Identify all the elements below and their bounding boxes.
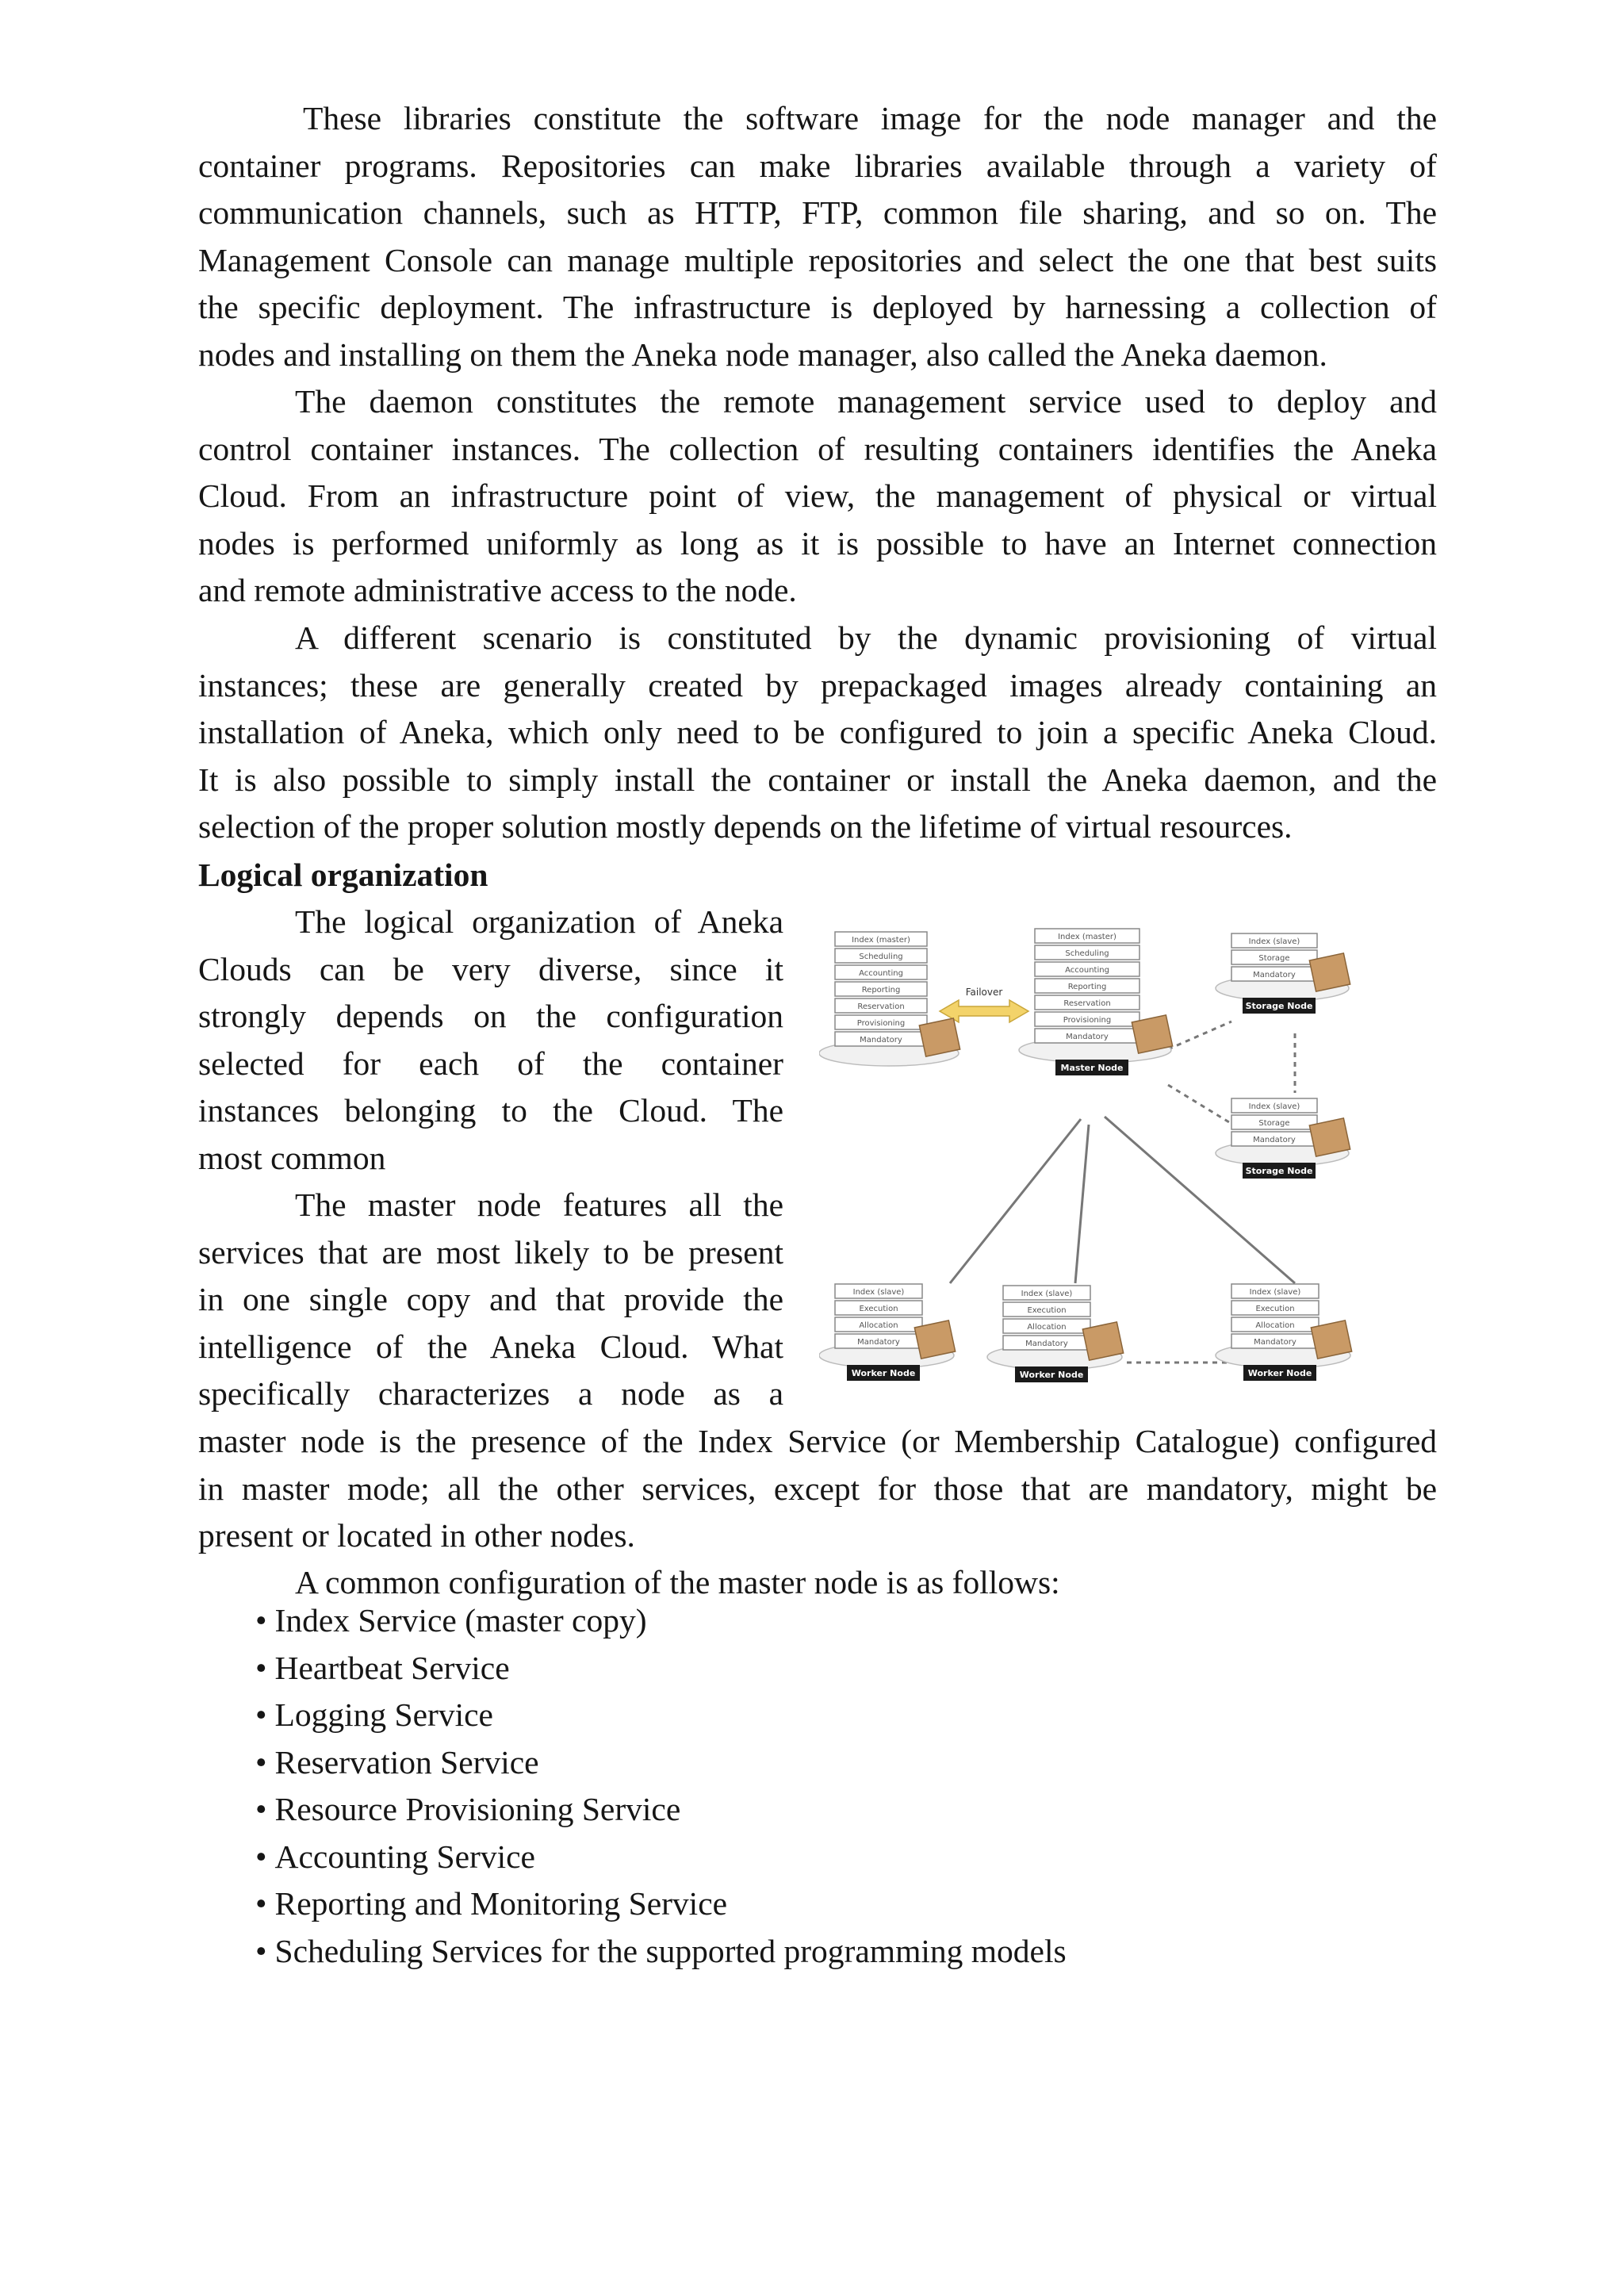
storage-node-2 — [1216, 1098, 1350, 1179]
aneka-topology-figure — [819, 922, 1415, 1398]
text-line: nodes and installing on them the Aneka node manager, also called the Aneka daemon. — [198, 335, 1327, 373]
node-label: Worker Node — [1247, 1368, 1312, 1378]
service-label: Reservation — [857, 1002, 905, 1011]
service-label: Storage — [1258, 954, 1290, 963]
master-node — [1019, 929, 1173, 1075]
wrapped-text-column — [198, 899, 783, 1418]
text-line: and remote administrative access to the node. — [198, 572, 797, 608]
text-line: The master node features all the — [295, 1186, 783, 1223]
service-label: Accounting — [1065, 966, 1109, 975]
service-list — [255, 1597, 1067, 1975]
service-label: Mandatory — [1254, 1338, 1297, 1347]
text-line: These libraries constitute the software image for the node manager and the — [303, 100, 1437, 136]
node-label: Storage Node — [1245, 1166, 1313, 1176]
service-label: Execution — [1255, 1305, 1295, 1313]
section-heading: Logical organization — [198, 857, 488, 893]
service-label: Index (slave) — [1249, 1288, 1301, 1297]
service-label: Index (slave) — [852, 1288, 905, 1297]
service-label: Index (slave) — [1021, 1290, 1073, 1298]
paragraph-1 — [198, 95, 1437, 378]
service-label: Mandatory — [860, 1036, 902, 1045]
text-line: intelligence of the Aneka Cloud. What — [198, 1328, 783, 1365]
service-label: Mandatory — [1253, 971, 1296, 979]
node-label: Worker Node — [1019, 1370, 1084, 1380]
node-label: Master Node — [1060, 1063, 1124, 1073]
service-label: Provisioning — [856, 1019, 906, 1028]
text-line: container programs. Repositories can make libraries available through a variety of — [198, 147, 1437, 184]
list-item: • Accounting Service — [255, 1834, 1067, 1881]
text-line: present or located in other nodes. — [198, 1517, 635, 1554]
list-item: • Scheduling Services for the supported programming models — [255, 1928, 1067, 1976]
text-line: It is also possible to simply install the container or install the Aneka daemon, and the — [198, 761, 1437, 798]
text-line: control container instances. The collection of resulting containers identifies the Aneka — [198, 430, 1437, 467]
service-label: Provisioning — [1063, 1016, 1112, 1025]
service-label: Reservation — [1063, 999, 1111, 1008]
server-crate-icon — [919, 1018, 959, 1056]
text-line: The daemon constitutes the remote management service used to deploy and — [295, 383, 1437, 420]
service-label: Scheduling — [859, 953, 903, 961]
backup-master-node — [819, 932, 960, 1066]
text-line: in master mode; all the other services, except for those that are mandatory, might be — [198, 1470, 1437, 1507]
text-line: selection of the proper solution mostly depends on the lifetime of virtual resources. — [198, 808, 1293, 845]
text-line: selected for each of the container — [198, 1045, 783, 1082]
link-master-worker-2 — [1075, 1125, 1089, 1283]
paragraph-3 — [198, 615, 1437, 851]
worker-node-3 — [1216, 1284, 1352, 1381]
text-line: master node is the presence of the Index Service (or Membership Catalogue) configured — [198, 1423, 1437, 1459]
link-master-worker-1 — [950, 1119, 1081, 1283]
text-line: installation of Aneka, which only need to be configured to join a specific Aneka Cloud. — [198, 714, 1437, 750]
text-line: strongly depends on the configuration — [198, 998, 783, 1034]
service-label: Mandatory — [1253, 1136, 1296, 1144]
list-item: • Logging Service — [255, 1692, 1067, 1739]
topology-diagram — [819, 922, 1415, 1398]
worker-node-1 — [819, 1284, 956, 1381]
paragraph-2 — [198, 378, 1437, 615]
service-label: Allocation — [1027, 1323, 1067, 1332]
text-line: instances; these are generally created by prepackaged images already containing an — [198, 666, 1437, 703]
service-label: Index (master) — [1058, 933, 1116, 941]
service-label: Index (slave) — [1248, 937, 1300, 946]
text-line: nodes is performed uniformly as long as it is possible to have an Internet connection — [198, 524, 1437, 562]
text-line: instances belonging to the Cloud. The — [198, 1092, 783, 1129]
service-label: Mandatory — [1066, 1033, 1109, 1041]
failover-label: Failover — [965, 987, 1003, 998]
service-label: Mandatory — [857, 1338, 900, 1347]
list-item: • Resource Provisioning Service — [255, 1786, 1067, 1834]
list-item: • Heartbeat Service — [255, 1645, 1067, 1692]
link-master-storage-1 — [1168, 1022, 1231, 1049]
text-line: in one single copy and that provide the — [198, 1281, 783, 1317]
service-label: Execution — [859, 1305, 898, 1313]
service-label: Reporting — [861, 986, 901, 995]
server-crate-icon — [914, 1320, 955, 1359]
service-label: Accounting — [859, 969, 903, 978]
text-line: specifically characterizes a node as a — [198, 1375, 783, 1412]
service-label: Storage — [1258, 1119, 1290, 1128]
list-item: • Index Service (master copy) — [255, 1597, 1067, 1645]
service-label: Scheduling — [1065, 949, 1109, 958]
worker-node-2 — [987, 1286, 1124, 1382]
service-label: Execution — [1027, 1306, 1067, 1315]
node-label: Worker Node — [851, 1368, 916, 1378]
text-line: The logical organization of Aneka — [295, 903, 783, 940]
server-crate-icon — [1309, 953, 1350, 991]
server-crate-icon — [1082, 1322, 1123, 1360]
text-line: services that are most likely to be present — [198, 1233, 783, 1271]
text-line: most common — [198, 1139, 386, 1176]
text-line: communication channels, such as HTTP, FTP, common file sharing, and so on. The — [198, 194, 1437, 231]
service-label: Mandatory — [1025, 1340, 1068, 1348]
text-line: Clouds can be very diverse, since it — [198, 950, 783, 987]
text-line: A common configuration of the master node is as follows: — [295, 1564, 1060, 1600]
text-line: the specific deployment. The infrastructure is deployed by harnessing a collection of — [198, 289, 1437, 325]
text-line: Management Console can manage multiple repositories and select the one that best suits — [198, 241, 1437, 278]
list-item: • Reservation Service — [255, 1739, 1067, 1787]
node-label: Storage Node — [1245, 1001, 1313, 1011]
service-label: Index (slave) — [1248, 1102, 1300, 1111]
storage-node-1 — [1216, 933, 1350, 1014]
service-label: Index (master) — [852, 936, 910, 945]
service-label: Reporting — [1067, 983, 1107, 991]
server-crate-icon — [1311, 1320, 1351, 1359]
server-crate-icon — [1132, 1015, 1172, 1053]
service-label: Allocation — [1255, 1321, 1295, 1330]
text-line: A different scenario is constituted by the dynamic provisioning of virtual — [295, 619, 1437, 656]
list-item: • Reporting and Monitoring Service — [255, 1880, 1067, 1928]
service-label: Allocation — [859, 1321, 898, 1330]
link-master-storage-2 — [1168, 1085, 1233, 1125]
server-crate-icon — [1309, 1118, 1350, 1156]
failover-arrow — [940, 987, 1028, 1022]
text-line: Cloud. From an infrastructure point of view, the management of physical or virtual — [198, 477, 1437, 514]
paragraph-continuation — [198, 1418, 1437, 1560]
